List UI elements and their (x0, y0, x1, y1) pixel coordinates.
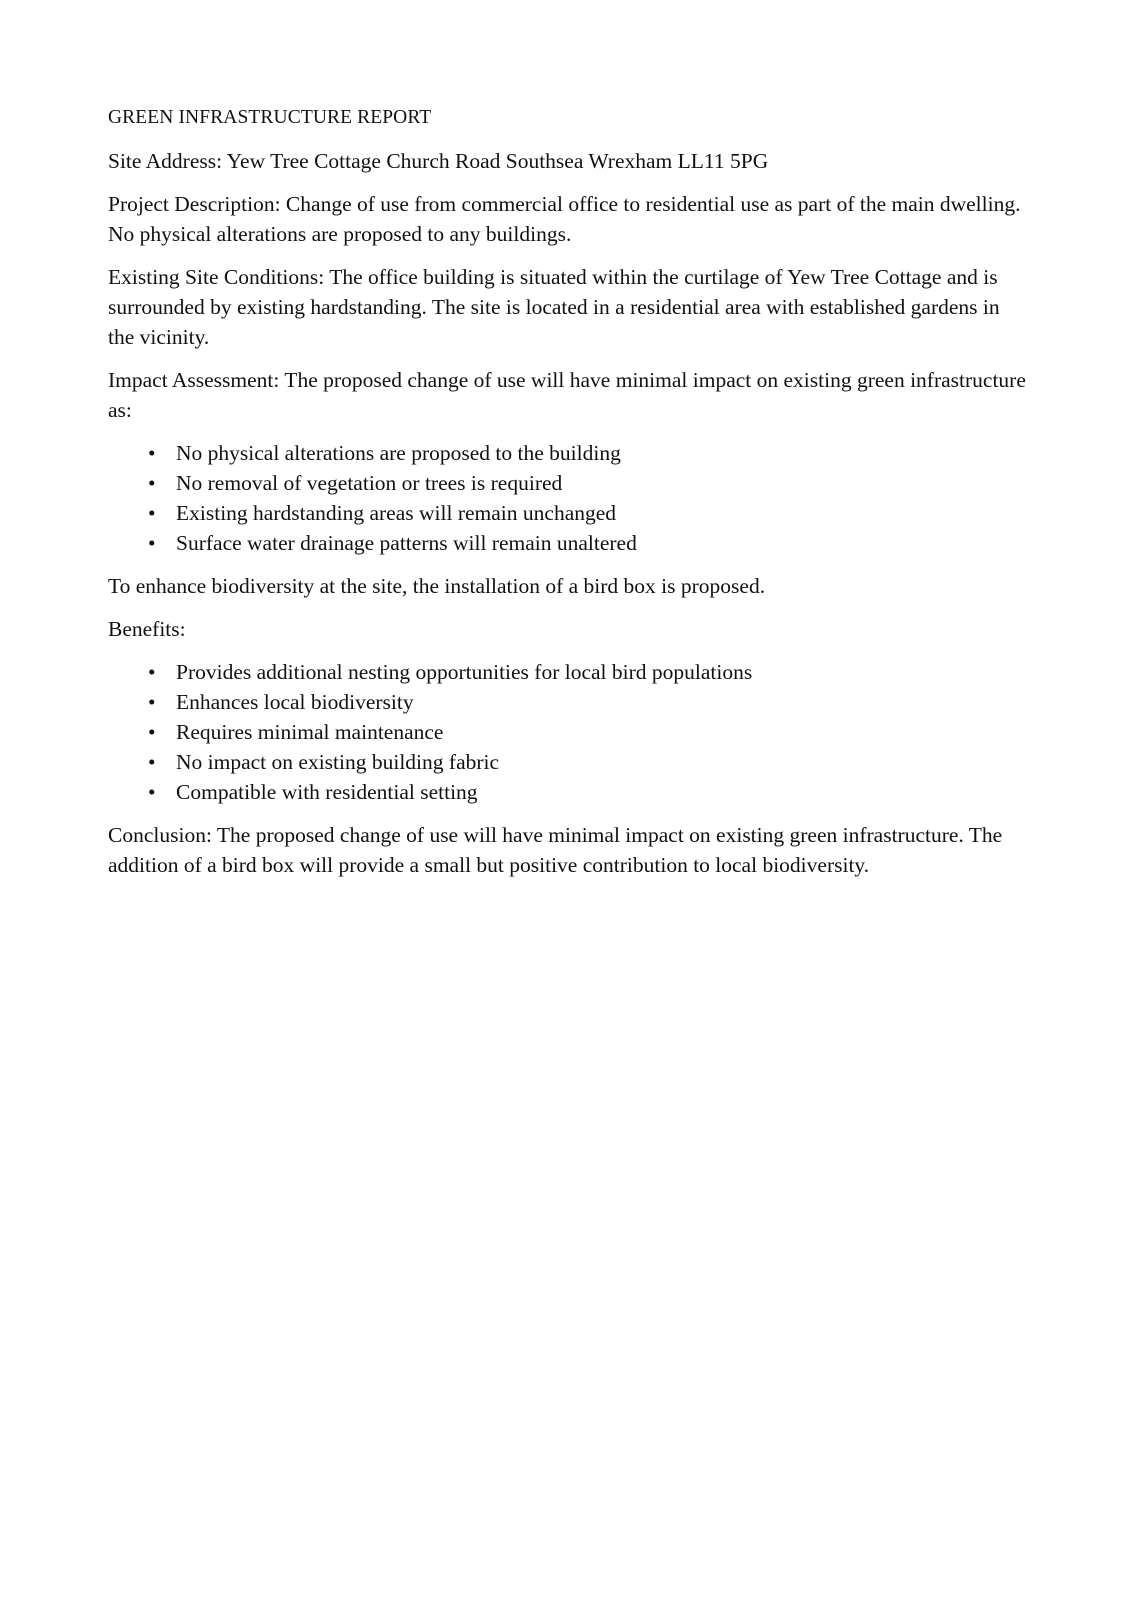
bullet-icon: • (148, 690, 156, 714)
impact-assessment: Impact Assessment: The proposed change of use will have minimal impact on existing green infrastructure as: (108, 368, 1026, 422)
bullet-icon: • (148, 471, 156, 495)
list-item (148, 528, 1028, 558)
list-item-text: Surface water drainage patterns will remain unaltered (176, 531, 637, 555)
conclusion: Conclusion: The proposed change of use will have minimal impact on existing green infrastructure. The addition of a bird box will provide a small but positive contribution to local biodiversity. (108, 823, 1003, 877)
list-item (148, 468, 1028, 498)
list-item-text: No removal of vegetation or trees is required (176, 471, 563, 495)
bullet-icon: • (148, 660, 156, 684)
list-item-text: No physical alterations are proposed to the building (176, 441, 621, 465)
benefits-list (108, 657, 1028, 807)
list-item (148, 498, 1028, 528)
list-item (148, 747, 1028, 777)
list-item-text: Enhances local biodiversity (176, 690, 414, 714)
enhancement-statement: To enhance biodiversity at the site, the installation of a bird box is proposed. (108, 574, 766, 598)
list-item-text: Compatible with residential setting (176, 780, 478, 804)
list-item (148, 687, 1028, 717)
list-item-text: No impact on existing building fabric (176, 750, 500, 774)
site-address: Site Address: Yew Tree Cottage Church Road Southsea Wrexham LL11 5PG (108, 149, 769, 173)
document-page (108, 104, 1028, 893)
bullet-icon: • (148, 441, 156, 465)
benefits-heading: Benefits: (108, 617, 186, 641)
document-title: GREEN INFRASTRUCTURE REPORT (108, 107, 432, 128)
list-item-text: Provides additional nesting opportunities for local bird populations (176, 660, 753, 684)
bullet-icon: • (148, 501, 156, 525)
list-item (148, 657, 1028, 687)
list-item (148, 777, 1028, 807)
project-description: Project Description: Change of use from commercial office to residential use as part of the main dwelling. No physical alterations are proposed to any buildings. (108, 192, 1021, 246)
impact-points-list (108, 438, 1028, 558)
list-item (148, 438, 1028, 468)
existing-site-conditions: Existing Site Conditions: The office building is situated within the curtilage of Yew Tree Cottage and is surrounded by existing hardstanding. The site is located in a residential area with established gardens in the vicinity. (108, 265, 1000, 349)
list-item-text: Requires minimal maintenance (176, 720, 444, 744)
list-item-text: Existing hardstanding areas will remain unchanged (176, 501, 617, 525)
bullet-icon: • (148, 750, 156, 774)
list-item (148, 717, 1028, 747)
bullet-icon: • (148, 720, 156, 744)
bullet-icon: • (148, 780, 156, 804)
bullet-icon: • (148, 531, 156, 555)
